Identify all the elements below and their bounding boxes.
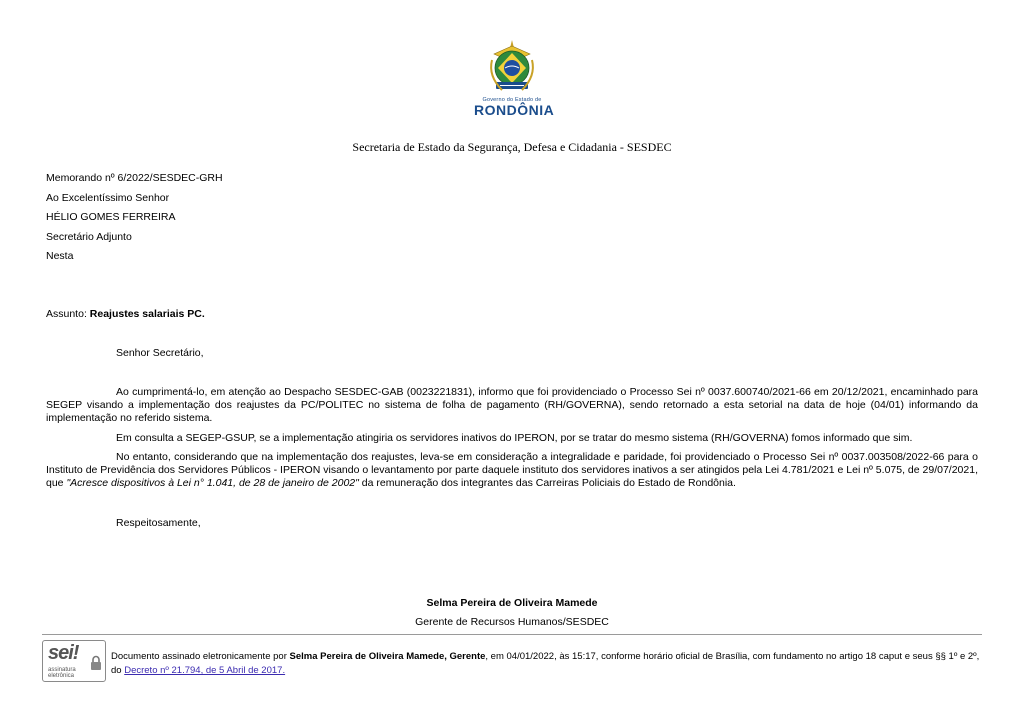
paragraph-1: Ao cumprimentá-lo, em atenção ao Despacho SESDEC-GAB (0023221831), informo que foi providenciado o Processo Sei nº 0037.600740/2021-66 em 20/12/2021, encaminhado para SEGEP visando a implementação dos reajustes da PC/POLITEC no sistema de folha de pagamento (RH/GOVERNA), sendo retornado a esta setorial na data de hoje (04/01) informando da implementação no referido sistema. <box>46 386 978 424</box>
sei-logo: sei! <box>48 642 79 664</box>
closing: Respeitosamente, <box>116 517 201 529</box>
government-logo <box>474 38 555 118</box>
footer-divider <box>42 634 982 635</box>
sei-signature-seal <box>42 640 106 682</box>
subject-text: Reajustes salariais PC. <box>89 308 205 320</box>
memo-number: Memorando nº 6/2022/SESDEC-GRH <box>46 172 223 184</box>
paragraph-3 <box>46 451 978 490</box>
greeting: Senhor Secretário, <box>116 347 204 359</box>
electronic-signature-note <box>111 650 983 678</box>
footnote-text-b: , em 04/01/2022, às 15:17, conforme horário oficial de Brasília, com fundamento no artigo 18 caput e seus §§ 1º e 2º, do <box>111 651 980 676</box>
law-quote: "Acresce dispositivos à Lei n° 1.041, de 28 de janeiro de 2002" <box>66 477 359 489</box>
organization-name: Secretaria de Estado da Segurança, Defesa e Cidadania - SESDEC <box>352 140 672 154</box>
paragraph-2: Em consulta a SEGEP-GSUP, se a implementação atingiria os servidores inativos do IPERON, por se tratar do mesmo sistema (RH/GOVERNA) fomos informado que sim. <box>116 432 913 444</box>
footnote-text-a: Documento assinado eletronicamente por <box>111 651 290 662</box>
government-label: Governo do Estado de <box>482 97 542 103</box>
lock-icon <box>90 655 102 671</box>
seal-text-1: assinatura <box>48 667 76 673</box>
addressee-place: Nesta <box>46 250 74 262</box>
footnote-signer: Selma Pereira de Oliveira Mamede, Gerente <box>289 651 486 662</box>
subject-label: Assunto: <box>46 308 87 320</box>
subject-line <box>46 308 205 320</box>
seal-text-2: eletrônica <box>48 673 75 679</box>
paragraph-3-text-a: No entanto, considerando que na implementação dos reajustes, leva-se em consideração a integralidade e paridade, foi providenciado o Processo Sei nº 0037.003508/2022-66 para o Instituto de Previdência dos Servidores Públicos - IPERON visando o levantamento por parte daquele instituto dos servidores inativos a ser atingidos pela Lei 4.781/2021 e Lei nº 5.075, de 29/07/2021, que <box>46 451 978 489</box>
state-coat-of-arms-icon <box>486 38 538 96</box>
paragraph-3-text-b: da remuneração dos integrantes das Carreiras Policiais do Estado de Rondônia. <box>358 477 736 489</box>
signer-role: Gerente de Recursos Humanos/SESDEC <box>415 616 609 628</box>
signer-name: Selma Pereira de Oliveira Mamede <box>426 597 598 609</box>
addressee-role: Secretário Adjunto <box>46 231 132 243</box>
decree-link[interactable]: Decreto nº 21.794, de 5 Abril de 2017. <box>124 665 286 676</box>
state-name: RONDÔNIA <box>474 102 555 118</box>
addressee-salutation: Ao Excelentíssimo Senhor <box>46 192 170 204</box>
addressee-name: HÉLIO GOMES FERREIRA <box>46 211 176 223</box>
